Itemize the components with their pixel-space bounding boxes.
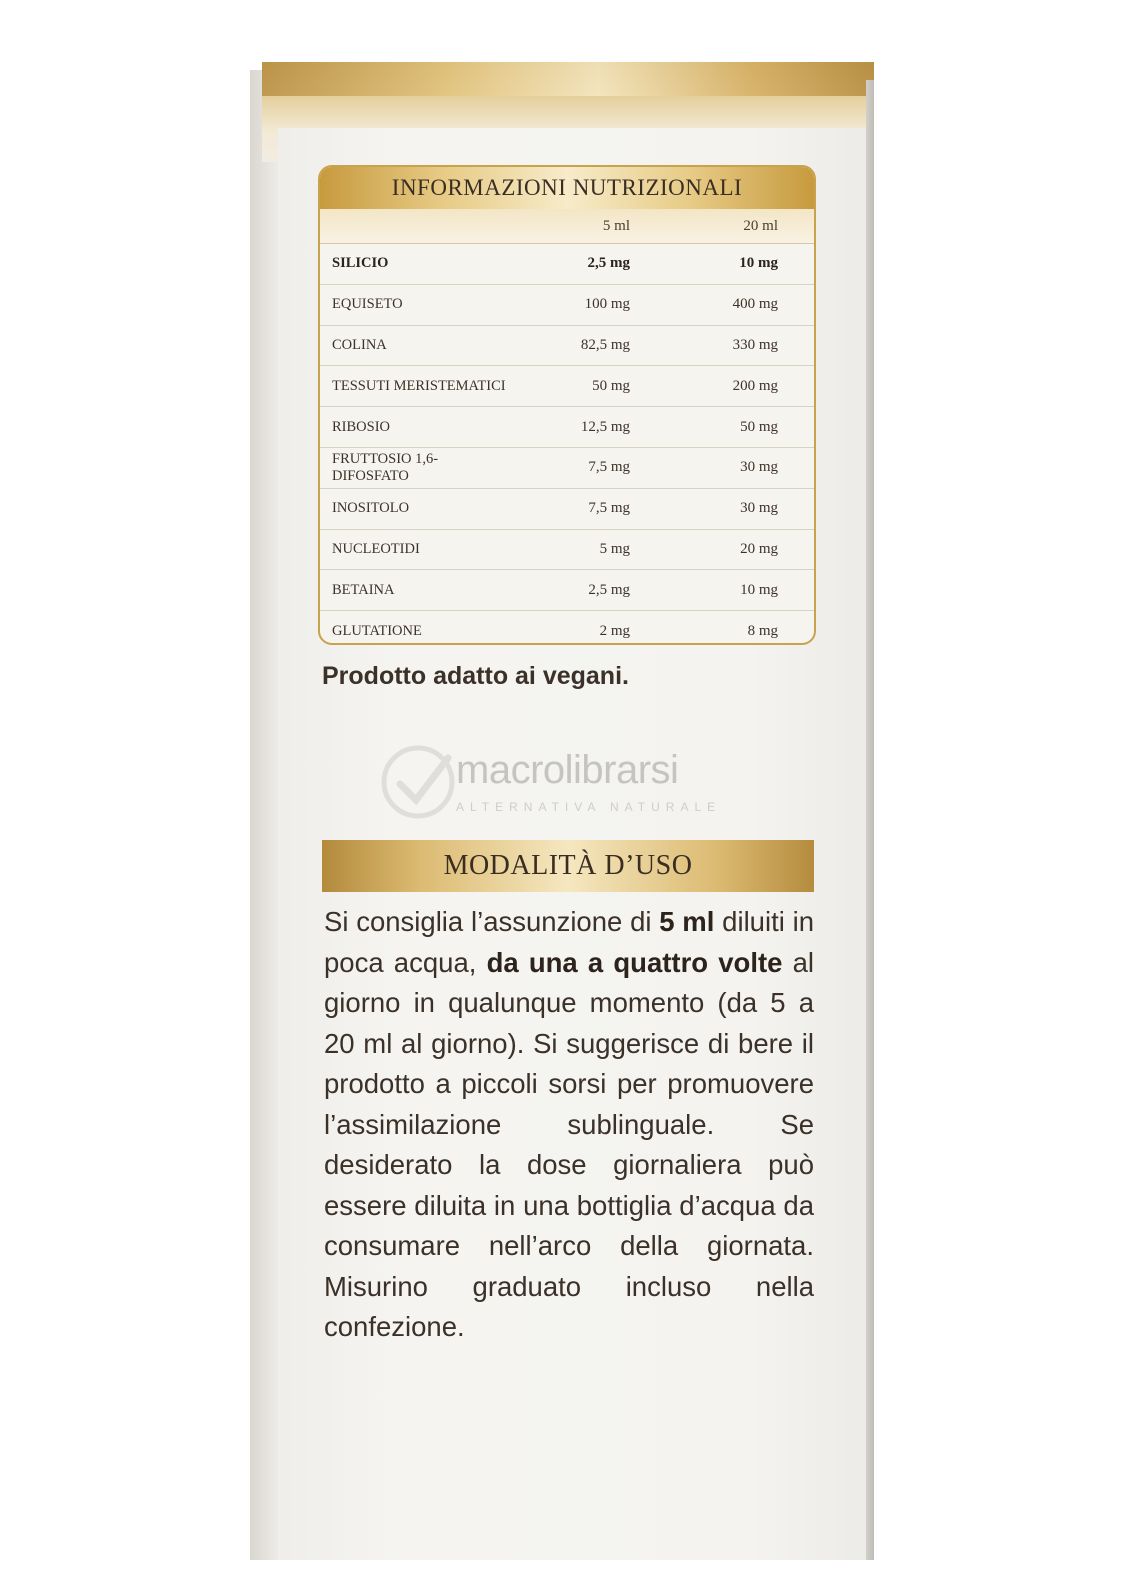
value-20ml: 20 mg	[740, 540, 778, 557]
value-20ml: 50 mg	[740, 418, 778, 435]
table-row	[320, 407, 814, 448]
table-row	[320, 570, 814, 611]
nutrient-name: BETAINA	[332, 581, 395, 598]
vegan-note: Prodotto adatto ai vegani.	[322, 662, 629, 690]
nutrient-name: COLINA	[332, 336, 387, 353]
table-row	[320, 366, 814, 407]
usage-dose: 5 ml	[659, 906, 715, 937]
value-5ml: 7,5 mg	[588, 500, 630, 517]
usage-instructions: Si consiglia l’assunzione di 5 ml diluiti in poca acqua, da una a quattro volte al giorno in qualunque momento (da 5 a 20 ml al giorno). Si suggerisce di bere il prodotto a piccoli sorsi per promuovere l’assimilazione sublinguale. Se desiderato la dose giornaliera può essere diluita in una bottiglia d’acqua da consumare nell’arco della giornata. Misurino graduato incluso nella confezione.	[324, 906, 815, 1342]
table-row	[320, 530, 814, 571]
column-5ml: 5 ml	[602, 217, 630, 234]
value-20ml: 330 mg	[732, 336, 778, 353]
usage-title: MODALITÀ D’USO	[322, 840, 814, 892]
value-5ml: 82,5 mg	[580, 336, 630, 353]
nutrient-name: RIBOSIO	[332, 418, 391, 435]
value-20ml: 10 mg	[740, 581, 778, 598]
value-5ml: 2,5 mg	[588, 581, 630, 598]
table-row	[320, 489, 814, 530]
column-20ml: 20 ml	[743, 217, 778, 234]
nutrient-name: SILICIO	[332, 255, 389, 272]
value-5ml: 2,5 mg	[587, 255, 630, 272]
value-5ml: 2 mg	[599, 622, 630, 639]
value-5ml: 12,5 mg	[580, 418, 630, 435]
watermark-brand: macrolibrarsi	[456, 748, 679, 792]
value-5ml: 7,5 mg	[588, 459, 630, 476]
watermark-tagline: ALTERNATIVA NATURALE	[456, 800, 722, 814]
value-20ml: 10 mg	[739, 255, 778, 272]
table-row	[320, 611, 814, 645]
usage-frequency: da una a quattro volte	[486, 946, 783, 978]
value-5ml: 50 mg	[592, 377, 630, 394]
nutrient-name: EQUISETO	[332, 296, 403, 313]
nutrient-name: GLUTATIONE	[332, 622, 422, 639]
nutrition-column-headers	[320, 209, 814, 244]
value-5ml: 5 mg	[599, 540, 630, 557]
nutrient-name: TESSUTI MERISTEMATICI	[332, 377, 506, 394]
value-20ml: 400 mg	[732, 296, 778, 313]
table-row	[320, 448, 814, 489]
table-row	[320, 326, 814, 367]
nutrition-table	[318, 165, 816, 645]
table-row	[320, 285, 814, 326]
nutrient-name: NUCLEOTIDI	[332, 540, 420, 557]
box-right-edge	[866, 80, 874, 1560]
value-20ml: 200 mg	[732, 377, 778, 394]
nutrient-name: FRUTTOSIO 1,6-DIFOSFATO	[332, 450, 439, 484]
nutrient-name: INOSITOLO	[332, 500, 410, 517]
value-20ml: 30 mg	[740, 500, 778, 517]
value-5ml: 100 mg	[584, 296, 630, 313]
value-20ml: 8 mg	[747, 622, 778, 639]
nutrition-title: INFORMAZIONI NUTRIZIONALI	[320, 167, 814, 209]
value-20ml: 30 mg	[740, 459, 778, 476]
table-row	[320, 244, 814, 285]
box-side-shadow	[250, 70, 280, 1560]
box-top-gold-band	[262, 62, 874, 96]
